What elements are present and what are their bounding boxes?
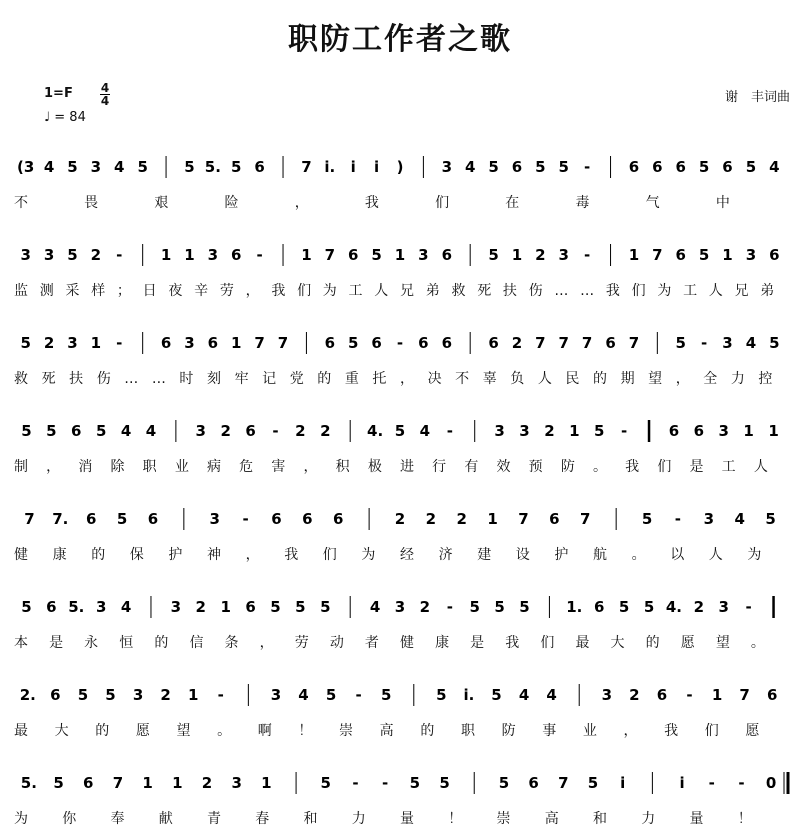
note: 4 bbox=[145, 422, 157, 440]
note: 1 bbox=[261, 774, 272, 792]
note: 5 bbox=[594, 422, 605, 440]
note: 6 bbox=[71, 422, 82, 440]
note: 5 bbox=[409, 774, 421, 792]
note: 5 bbox=[67, 158, 78, 176]
note: 6 bbox=[231, 246, 242, 264]
note: 5 bbox=[618, 598, 630, 616]
note: 2 bbox=[320, 422, 331, 440]
note: 4 bbox=[464, 158, 476, 176]
note: 3 bbox=[43, 246, 55, 264]
note: 5. bbox=[204, 158, 221, 176]
note: 5 bbox=[21, 422, 32, 440]
note: - bbox=[701, 334, 708, 352]
note: 4. bbox=[367, 422, 384, 440]
note: 1 bbox=[768, 422, 779, 440]
note: 6 bbox=[656, 686, 668, 704]
note: 5 bbox=[371, 246, 382, 264]
note: 6 bbox=[722, 158, 733, 176]
note: 2 bbox=[195, 598, 206, 616]
note: 5 bbox=[494, 598, 505, 616]
note: 6 bbox=[245, 598, 256, 616]
note: 5 bbox=[439, 774, 450, 792]
note: 5 bbox=[769, 334, 780, 352]
note: 3 bbox=[132, 686, 144, 704]
note: 1 bbox=[394, 246, 406, 264]
note: 6 bbox=[147, 510, 159, 528]
note: 6 bbox=[271, 510, 282, 528]
note: - bbox=[355, 686, 362, 704]
note: 6 bbox=[441, 334, 453, 352]
lyric-text: 制，消除职业病危害，积极进行有效预防。我们是工人 bbox=[14, 459, 786, 475]
note: - bbox=[116, 246, 123, 264]
lyric-text: 本是永恒的信条，劳动者健康是我们最大的愿望。 bbox=[14, 635, 786, 651]
note: i bbox=[620, 774, 626, 792]
note: - bbox=[217, 686, 224, 704]
note: 6 bbox=[333, 510, 344, 528]
note: 1 bbox=[184, 246, 195, 264]
note: 1 bbox=[569, 422, 580, 440]
note: 5 bbox=[67, 246, 78, 264]
note: 1 bbox=[231, 334, 242, 352]
note: 2 bbox=[544, 422, 555, 440]
note: 7 bbox=[301, 158, 312, 176]
note: 5 bbox=[320, 774, 331, 792]
note: (3 bbox=[17, 158, 35, 176]
note: 5 bbox=[320, 598, 331, 616]
note: 1 bbox=[187, 686, 199, 704]
note: 2 bbox=[90, 246, 102, 264]
note: - bbox=[584, 158, 591, 176]
note: 5 bbox=[20, 334, 31, 352]
note: 5 bbox=[698, 246, 710, 264]
note: 1 bbox=[172, 774, 183, 792]
note: 6 bbox=[652, 158, 663, 176]
note: 5 bbox=[295, 598, 306, 616]
note: 5 bbox=[488, 158, 499, 176]
lyric-text: 救死扶伤……时刻牢记党的重托，决不辜负人民的期望，全力控 bbox=[14, 371, 786, 387]
note: 1 bbox=[301, 246, 312, 264]
note: 6 bbox=[668, 422, 680, 440]
note: 6 bbox=[511, 158, 523, 176]
time-signature: 4 4 bbox=[100, 81, 110, 108]
note: 6 bbox=[594, 598, 605, 616]
lyric-line-3 bbox=[0, 368, 800, 388]
note: - bbox=[584, 246, 591, 264]
note: 2 bbox=[419, 598, 431, 616]
note: - bbox=[382, 774, 389, 792]
note: - bbox=[686, 686, 693, 704]
note: 3 bbox=[745, 246, 757, 264]
note: 5 bbox=[325, 686, 337, 704]
note: 3 bbox=[67, 334, 78, 352]
note: - bbox=[621, 422, 628, 440]
note: 5 bbox=[46, 422, 57, 440]
tempo-marking bbox=[44, 110, 86, 125]
note: 5 bbox=[347, 334, 359, 352]
note: - bbox=[446, 422, 453, 440]
note: i bbox=[679, 774, 685, 792]
lyric-line-4 bbox=[0, 456, 800, 476]
note: 1 bbox=[722, 246, 733, 264]
note: 2 bbox=[43, 334, 55, 352]
note: 3 bbox=[90, 158, 102, 176]
note: 6 bbox=[85, 510, 97, 528]
key-signature: 1=F bbox=[44, 86, 73, 101]
note: 6 bbox=[693, 422, 705, 440]
note: 4 bbox=[43, 158, 55, 176]
note: 1 bbox=[487, 510, 498, 528]
note: 5 bbox=[436, 686, 447, 704]
note: 5 bbox=[105, 686, 116, 704]
note: 6 bbox=[50, 686, 61, 704]
note: 6 bbox=[160, 334, 172, 352]
note: - bbox=[256, 246, 263, 264]
note: 3 bbox=[718, 422, 729, 440]
note: 3 bbox=[270, 686, 282, 704]
lyric-text: 健康的保护神，我们为经济建设护航。以人为 bbox=[14, 547, 786, 563]
note: i bbox=[350, 158, 356, 176]
note: 5 bbox=[184, 158, 195, 176]
note: 7 bbox=[518, 510, 529, 528]
note: 4 bbox=[120, 422, 132, 440]
note: 7 bbox=[112, 774, 124, 792]
note: 7 bbox=[24, 510, 35, 528]
note: 1 bbox=[142, 774, 153, 792]
note: 2 bbox=[201, 774, 213, 792]
note: 3 bbox=[703, 510, 715, 528]
note: 5 bbox=[587, 774, 599, 792]
note: 5 bbox=[137, 158, 148, 176]
lyric-line-1 bbox=[0, 192, 800, 212]
note: 7 bbox=[558, 774, 569, 792]
note: 5. bbox=[20, 774, 37, 792]
note: 5 bbox=[643, 598, 655, 616]
note: 5 bbox=[641, 510, 653, 528]
note: 3 bbox=[394, 598, 406, 616]
note: - bbox=[352, 774, 359, 792]
note: i. bbox=[463, 686, 475, 704]
note: - bbox=[446, 598, 453, 616]
note: 3 bbox=[418, 246, 429, 264]
note: 6 bbox=[207, 334, 219, 352]
note: 4 bbox=[114, 158, 125, 176]
note: 6 bbox=[418, 334, 429, 352]
note: 5 bbox=[77, 686, 89, 704]
note: 2 bbox=[511, 334, 523, 352]
note: 3 bbox=[95, 598, 107, 616]
lyric-line-2 bbox=[0, 280, 800, 300]
note: 3 bbox=[195, 422, 206, 440]
note: 4 bbox=[769, 158, 780, 176]
note: 2 bbox=[535, 246, 546, 264]
note: 5 bbox=[519, 598, 530, 616]
note: 3 bbox=[722, 334, 733, 352]
song-title: 职防工作者之歌 bbox=[288, 22, 512, 57]
note: 3 bbox=[519, 422, 530, 440]
note: 5 bbox=[698, 158, 710, 176]
note: 5 bbox=[491, 686, 502, 704]
note: 2 bbox=[220, 422, 231, 440]
lyric-line-7 bbox=[0, 720, 800, 740]
lyric-line-8 bbox=[0, 808, 800, 828]
note: 2 bbox=[456, 510, 467, 528]
note: 3 bbox=[718, 598, 729, 616]
note: 5 bbox=[469, 598, 480, 616]
note: 4 bbox=[298, 686, 309, 704]
note: 2. bbox=[19, 686, 36, 704]
note: 3 bbox=[601, 686, 613, 704]
note: - bbox=[396, 334, 404, 352]
note: 7. bbox=[52, 510, 69, 528]
note: 1 bbox=[743, 422, 754, 440]
note: 5 bbox=[558, 158, 569, 176]
note: 6 bbox=[347, 246, 359, 264]
note: 6 bbox=[675, 158, 686, 176]
credit-line: 谢 丰词曲 bbox=[724, 90, 790, 105]
note: 1 bbox=[511, 246, 523, 264]
note: 3 bbox=[558, 246, 569, 264]
note: 6 bbox=[628, 158, 640, 176]
note: 2 bbox=[629, 686, 640, 704]
note: 2 bbox=[295, 422, 306, 440]
note: 5 bbox=[270, 598, 281, 616]
lyric-text: 监测采样；日夜辛劳，我们为工人兄弟救死扶伤……我们为工人兄弟 bbox=[14, 283, 786, 299]
note: 2 bbox=[160, 686, 171, 704]
note: 4 bbox=[734, 510, 745, 528]
note: 4 bbox=[546, 686, 557, 704]
note: - bbox=[272, 422, 279, 440]
note: 7 bbox=[652, 246, 663, 264]
note: 5 bbox=[765, 510, 776, 528]
note: 5 bbox=[95, 422, 107, 440]
note: - bbox=[745, 598, 752, 616]
note: 4 bbox=[745, 334, 757, 352]
note: 6 bbox=[83, 774, 94, 792]
note: - bbox=[674, 510, 682, 528]
note: 2 bbox=[425, 510, 437, 528]
note: 6 bbox=[441, 246, 453, 264]
note: 7 bbox=[277, 334, 289, 352]
note: 3 bbox=[207, 246, 219, 264]
note: 2 bbox=[394, 510, 406, 528]
note: - bbox=[116, 334, 123, 352]
note: 2 bbox=[693, 598, 705, 616]
note: 7 bbox=[558, 334, 569, 352]
note: 7 bbox=[580, 510, 591, 528]
note: 4 bbox=[369, 598, 381, 616]
note: 6 bbox=[528, 774, 539, 792]
note: - bbox=[738, 774, 745, 792]
lyric-line-5 bbox=[0, 544, 800, 564]
note: 7 bbox=[739, 686, 750, 704]
note: - bbox=[242, 510, 249, 528]
lyric-text: 不畏艰险，我们在毒气中 bbox=[14, 195, 786, 211]
note: 1 bbox=[220, 598, 231, 616]
note: 6 bbox=[769, 246, 780, 264]
quarter-note-icon: ♩ bbox=[44, 110, 51, 125]
note: 3 bbox=[209, 510, 220, 528]
note: 1 bbox=[90, 334, 102, 352]
note: 4 bbox=[518, 686, 530, 704]
note: ) bbox=[396, 158, 404, 176]
note: 6 bbox=[302, 510, 313, 528]
note: 7 bbox=[254, 334, 265, 352]
tempo-value: = 84 bbox=[54, 110, 86, 125]
note: 6 bbox=[46, 598, 57, 616]
note: 0 bbox=[765, 774, 777, 792]
lyric-line-6 bbox=[0, 632, 800, 652]
note: 3 bbox=[494, 422, 505, 440]
note: 1 bbox=[160, 246, 172, 264]
note: 5. bbox=[68, 598, 85, 616]
note: 3 bbox=[184, 334, 195, 352]
note: - bbox=[708, 774, 715, 792]
note: 5 bbox=[745, 158, 757, 176]
note: 6 bbox=[324, 334, 336, 352]
note: 5 bbox=[116, 510, 128, 528]
note: 5 bbox=[498, 774, 510, 792]
note: 5 bbox=[231, 158, 242, 176]
note: 5 bbox=[21, 598, 32, 616]
note: 7 bbox=[324, 246, 336, 264]
note: 6 bbox=[254, 158, 265, 176]
note: 1 bbox=[711, 686, 723, 704]
note: 6 bbox=[675, 246, 686, 264]
note: 5 bbox=[380, 686, 392, 704]
note: 6 bbox=[766, 686, 778, 704]
note: 5 bbox=[535, 158, 546, 176]
lyric-text: 为你奉献青春和力量！崇高和力量！ bbox=[14, 811, 786, 827]
note: 3 bbox=[20, 246, 31, 264]
note: 1 bbox=[628, 246, 640, 264]
note: 5 bbox=[394, 422, 406, 440]
note: 6 bbox=[549, 510, 560, 528]
note: 5 bbox=[53, 774, 64, 792]
note: 7 bbox=[628, 334, 640, 352]
note: i. bbox=[324, 158, 336, 176]
note: 5 bbox=[675, 334, 686, 352]
note: 6 bbox=[488, 334, 499, 352]
note: 3 bbox=[441, 158, 453, 176]
note: 4. bbox=[665, 598, 683, 616]
note: 6 bbox=[245, 422, 256, 440]
lyric-text: 最大的愿望。啊！崇高的职防事业，我们愿 bbox=[14, 723, 786, 739]
note: 4 bbox=[120, 598, 132, 616]
note: 6 bbox=[605, 334, 616, 352]
note: 7 bbox=[535, 334, 546, 352]
note: 1. bbox=[566, 598, 583, 616]
note: i bbox=[374, 158, 380, 176]
note: 5 bbox=[488, 246, 499, 264]
note: 4 bbox=[419, 422, 431, 440]
note: 6 bbox=[371, 334, 382, 352]
note: 3 bbox=[231, 774, 242, 792]
note: 3 bbox=[170, 598, 182, 616]
note: 7 bbox=[581, 334, 593, 352]
